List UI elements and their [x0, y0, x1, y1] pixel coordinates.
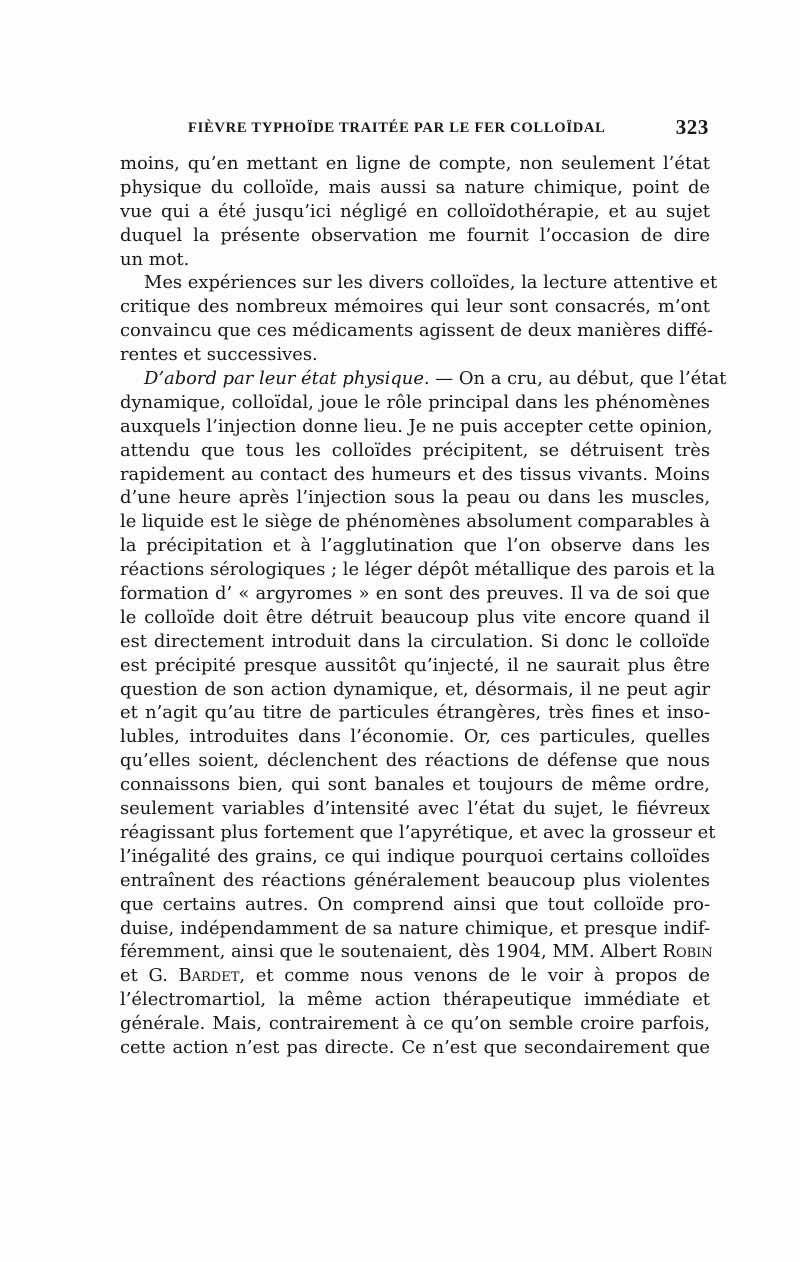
text-line: convaincu que ces médicaments agissent de deux manières diffé-	[120, 320, 714, 342]
text-line: auxquels l’injection donne lieu. Je ne puis accepter cette opinion,	[120, 415, 713, 437]
text-line: Mes expériences sur les divers colloïdes, la lecture attentive et	[144, 272, 718, 294]
text-line: physique du colloïde, mais aussi sa nature chimique, point de	[120, 176, 710, 198]
running-head	[122, 114, 712, 144]
text-line: l’inégalité des grains, ce qui indique pourquoi certains colloïdes	[120, 845, 710, 867]
text-line: la précipitation et à l’agglutination que l’on observe dans les	[120, 535, 710, 557]
text-line: seulement variables d’intensité avec l’état du sujet, le fiévreux	[120, 798, 710, 820]
italic-heading: D’abord par leur état physique.	[144, 368, 430, 390]
text-line: entraînent des réactions généralement beaucoup plus violentes	[120, 869, 710, 891]
text-line: d’une heure après l’injection sous la peau ou dans les muscles,	[120, 487, 710, 509]
text-line: D’abord par leur état physique. — On a cru, au début, que l’état	[144, 368, 727, 390]
text-line: dynamique, colloïdal, joue le rôle principal dans les phénomènes	[120, 391, 710, 413]
author-name: Robin	[662, 941, 713, 963]
text-line: critique des nombreux mémoires qui leur sont consacrés, m’ont	[120, 296, 710, 318]
text-line: et G. Bardet, et comme nous venons de le voir à propos de	[120, 965, 710, 987]
text-line: connaissons bien, qui sont banales et toujours de même ordre,	[120, 774, 710, 796]
text-line: générale. Mais, contrairement à ce qu’on semble croire parfois,	[120, 1013, 710, 1035]
author-name: Bardet	[178, 965, 240, 987]
text-line: réactions sérologiques ; le léger dépôt métallique des parois et la	[120, 559, 716, 581]
text-line: est directement introduit dans la circulation. Si donc le colloïde	[120, 630, 710, 652]
text-line: féremment, ainsi que le soutenaient, dès 1904, MM. Albert Robin	[120, 941, 713, 963]
text-line: le colloïde doit être détruit beaucoup plus vite encore quand il	[120, 606, 710, 628]
text-line: rentes et successives.	[120, 344, 318, 366]
running-title: FIÈVRE TYPHOÏDE TRAITÉE PAR LE FER COLLOÏDAL	[188, 120, 606, 136]
text-line: rapidement au contact des humeurs et des tissus vivants. Moins	[120, 463, 710, 485]
text-line: qu’elles soient, déclenchent des réactions de défense que nous	[120, 750, 710, 772]
text-line: duquel la présente observation me fournit l’occasion de dire	[120, 224, 710, 246]
text-line: formation d’ « argyromes » en sont des preuves. Il va de soi que	[120, 583, 710, 605]
text-line: attendu que tous les colloïdes précipitent, se détruisent très	[120, 439, 710, 461]
text-line: moins, qu’en mettant en ligne de compte, non seulement l’état	[120, 153, 710, 174]
text-line: l’électromartiol, la même action thérapeutique immédiate et	[120, 989, 710, 1011]
text-line: un mot.	[120, 248, 190, 270]
text-line: vue qui a été jusqu’ici négligé en colloïdothérapie, et au sujet	[120, 200, 710, 222]
text-line: et n’agit qu’au titre de particules étrangères, très fines et inso-	[120, 702, 710, 724]
text-line: que certains autres. On comprend ainsi que tout colloïde pro-	[120, 893, 710, 915]
text-line: question de son action dynamique, et, désormais, il ne peut agir	[120, 678, 710, 700]
text-line: le liquide est le siège de phénomènes absolument comparables à	[120, 511, 710, 533]
text-line: réagissant plus fortement que l’apyrétique, et avec la grosseur et	[120, 821, 716, 843]
text-line: cette action n’est pas directe. Ce n’est que secondairement que	[120, 1036, 710, 1058]
body-text	[120, 152, 727, 1060]
page-number: 323	[675, 115, 709, 139]
text-line: est précipité presque aussitôt qu’injecté, il ne saurait plus être	[120, 654, 710, 676]
text-line: lubles, introduites dans l’économie. Or, ces particules, quelles	[120, 726, 710, 748]
text-line: duise, indépendamment de sa nature chimique, et presque indif-	[120, 917, 710, 939]
